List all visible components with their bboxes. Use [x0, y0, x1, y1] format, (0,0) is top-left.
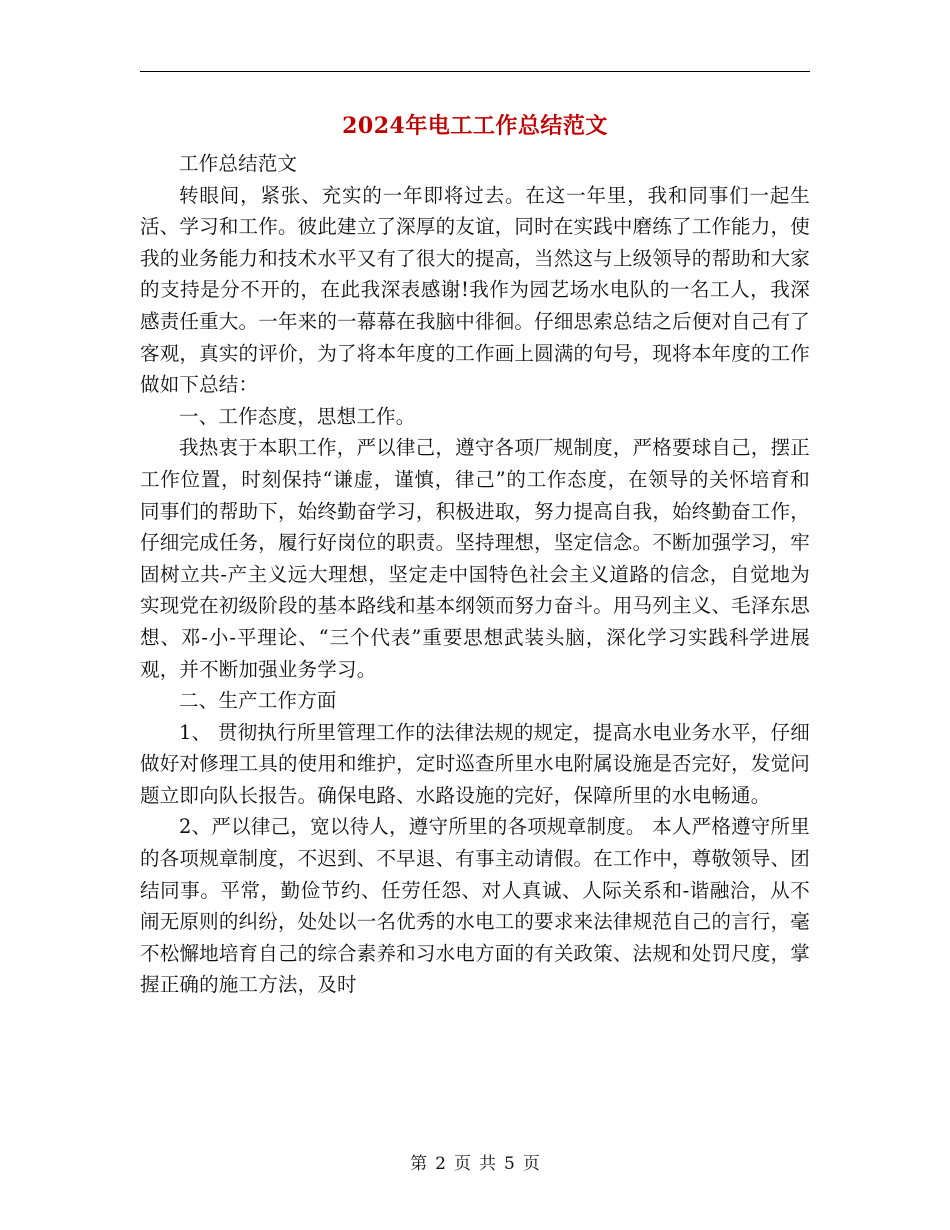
footer-total-prefix: 共: [479, 1154, 496, 1174]
page-footer: [140, 1152, 810, 1176]
paragraph-production-2: 2、严以律己，宽以待人，遵守所里的各项规章制度。 本人严格遵守所里的各项规章制度，不迟到、不早退、有事主动请假。在工作中，尊敬领导、团结同事。平常，勤俭节约、任劳任怨、对人真诚、人际关系和-谐融洽，从不闹无原则的纠纷，处处以一名优秀的水电工的要求来法律规范自己的言行，毫不松懈地培育自己的综合素养和习水电方面的有关政策、法规和处罚尺度，掌握正确的施工方法，及时: [140, 815, 810, 997]
footer-page-total: 5: [504, 1154, 515, 1174]
paragraph-attitude: 我热衷于本职工作，严以律己，遵守各项厂规制度，严格要球自己，摆正工作位置，时刻保持“谦虚，谨慎，律己”的工作态度，在领导的关怀培育和同事们的帮助下，始终勤奋学习，积极进取，努力提高自我，始终勤奋工作，仔细完成任务，履行好岗位的职责。坚持理想，坚定信念。不断加强学习，牢固树立共-产主义远大理想，坚定走中国特色社会主义道路的信念，自觉地为实现党在初级阶段的基本路线和基本纲领而努力奋斗。用马列主义、毛泽东思想、邓-小-平理论、“三个代表”重要思想武装头脑，深化学习实践科学进展观，并不断加强业务学习。: [140, 436, 810, 681]
section-heading-production: 二、生产工作方面: [179, 689, 337, 713]
document-body: [140, 148, 810, 1001]
footer-prefix: 第: [410, 1154, 428, 1174]
footer-mid: 页: [454, 1154, 471, 1174]
paragraph-production-1: 1、 贯彻执行所里管理工作的法律法规的规定，提高水电业务水平，仔细做好对修理工具的使用和维护，定时巡查所里水电附属设施是否完好，发觉问题立即向队长报告。确保电路、水路设施的完好，保障所里的水电畅通。: [140, 720, 810, 807]
document-title: 2024年电工工作总结范文: [342, 113, 608, 139]
footer-suffix: 页: [522, 1154, 540, 1174]
paragraph-subtitle: 工作总结范文: [179, 152, 298, 175]
paragraph-intro: 转眼间，紧张、充实的一年即将过去。在这一年里，我和同事们一起生活、学习和工作。彼此建立了深厚的友谊，同时在实践中磨练了工作能力，使我的业务能力和技术水平又有了很大的提高，当然这与上级领导的帮助和大家的支持是分不开的，在此我深表感谢!我作为园艺场水电队的一名工人，我深感责任重大。一年来的一幕幕在我脑中徘徊。仔细思索总结之后便对自己有了客观，真实的评价，为了将本年度的工作画上圆满的句号，现将本年度的工作做如下总结：: [140, 183, 810, 397]
section-heading-attitude: 一、工作态度，思想工作。: [179, 404, 416, 428]
footer-page-current: 2: [435, 1154, 446, 1174]
header-rule: [140, 71, 810, 72]
